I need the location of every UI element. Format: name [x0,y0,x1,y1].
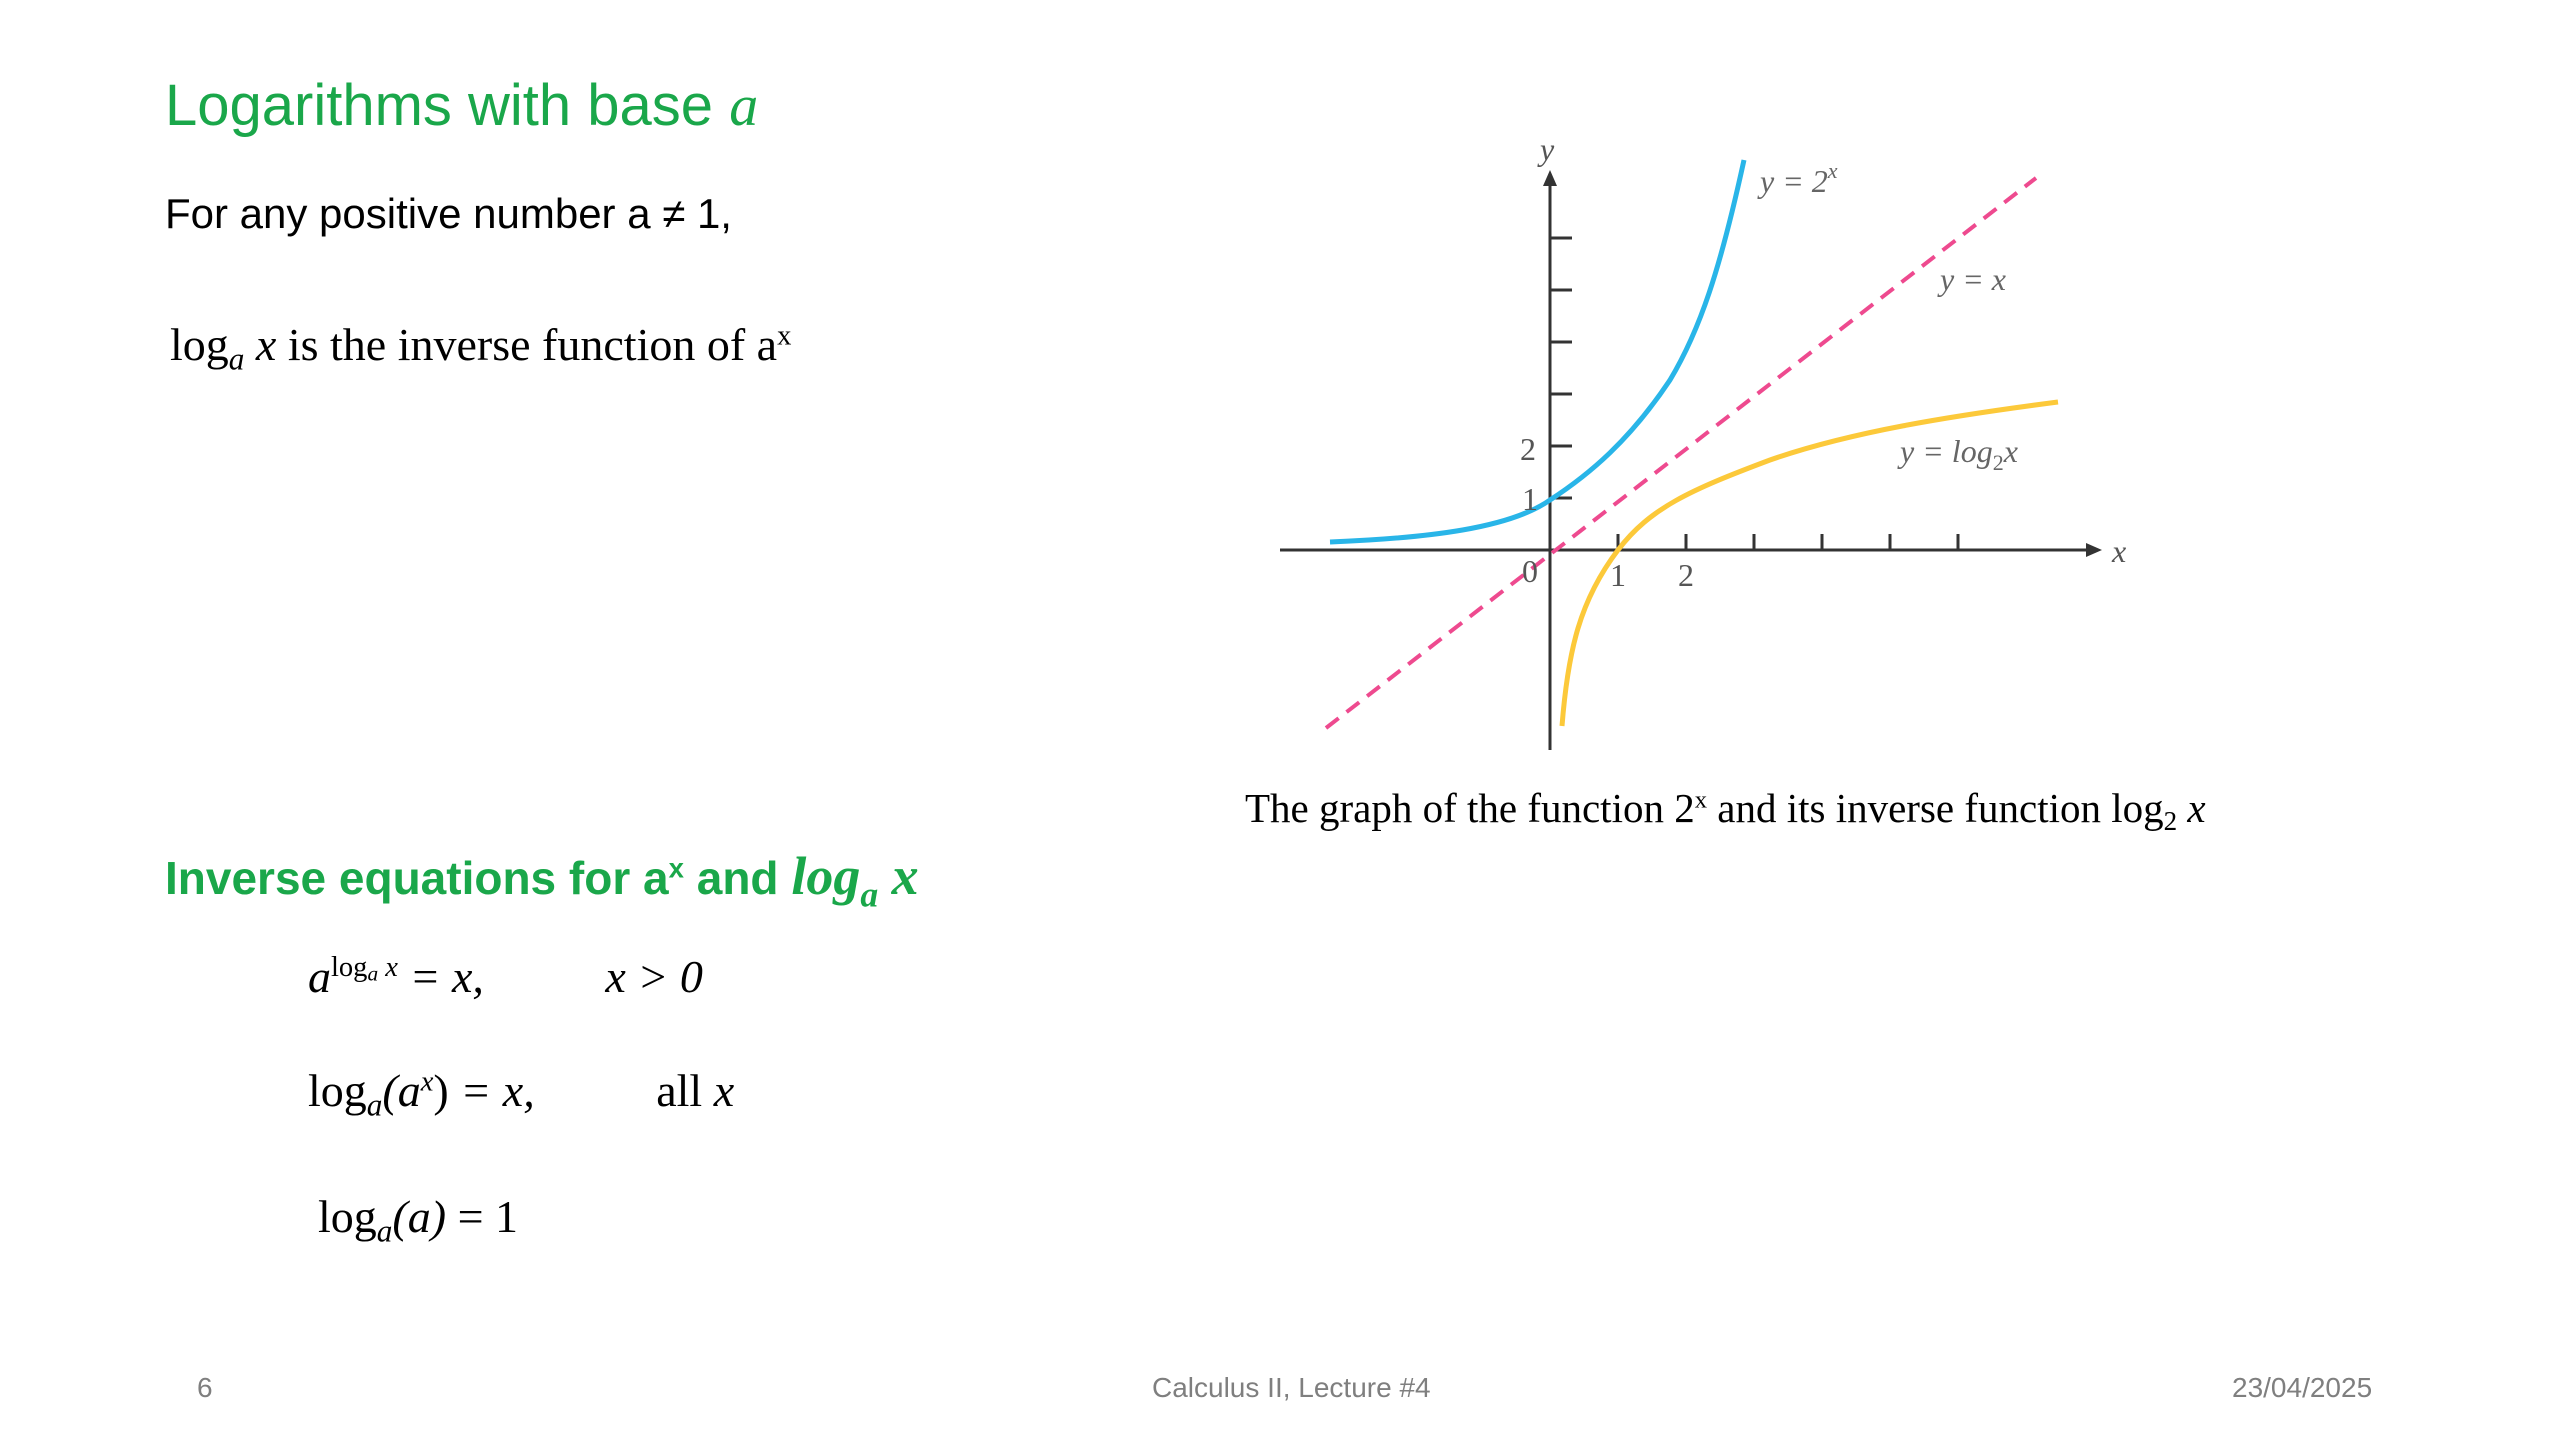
y-ticks [1550,238,1572,498]
eq2-log: log [308,1065,367,1116]
eq2-arg-close: ) [433,1065,449,1116]
definition-log: log [170,319,229,370]
eq2-condition-var: x [713,1065,735,1116]
heading-and: and [696,852,779,904]
heading-text: Inverse equations for a [165,852,669,904]
slide-title-text: Logarithms with base [165,73,714,138]
heading-log: log [791,846,861,906]
caption-middle: and its inverse function log [1717,785,2164,831]
footer-course: Calculus II, Lecture #4 [1152,1372,1431,1403]
x-tick-label-1: 1 [1610,557,1626,593]
caption-text: The graph of the function 2 [1245,785,1695,831]
definition-line [170,318,791,377]
x-axis-label: x [2112,533,2127,569]
heading-sup: x [668,852,684,884]
origin-label: 0 [1522,553,1538,589]
definition-log-arg: x [255,319,277,370]
eq3-rhs: = 1 [457,1191,519,1242]
definition-text: is the inverse function of a [287,319,778,370]
y-axis-arrow [1543,170,1557,186]
log-curve-label: $y = \log_2x$ [1900,433,2018,475]
eq1-exponent: loga x [331,952,398,986]
y-tick-label-2: 2 [1520,431,1536,467]
y-tick-label-1: 1 [1522,481,1538,517]
function-graph [1250,130,2150,770]
eq2-arg-open: (a [382,1065,421,1116]
y-axis-label: y [1540,131,1555,167]
eq3-log: log [318,1191,377,1242]
slide-title [165,72,758,139]
identity-line-label: y = x [1940,261,2006,297]
caption-sub: 2 [2163,806,2178,837]
x-ticks [1618,534,1958,550]
eq1-base: a [308,951,331,1002]
eq3-base: a [376,1213,393,1249]
x-axis-arrow [2086,543,2102,557]
eq2-condition: all [656,1065,703,1116]
eq1-rhs: = x, [409,951,484,1002]
heading-log-arg: x [891,846,919,906]
inverse-equations-heading [165,845,919,915]
eq3-arg: (a) [392,1191,447,1242]
footer-date: 23/04/2025 [2232,1372,2373,1403]
eq1-condition: x > 0 [605,951,703,1002]
x-tick-label-2: 2 [1678,557,1694,593]
eq2-rhs: = x, [460,1065,535,1116]
equation-2 [308,1064,734,1123]
definition-log-base: a [228,341,245,377]
heading-log-expression [791,846,919,915]
caption-arg: x [2187,785,2206,831]
footer-page-number: 6 [197,1372,213,1403]
caption-sup: x [1694,786,1708,814]
intro-text: For any positive number a ≠ 1, [165,190,732,237]
exp-curve-label: $y = 2^x$ [1760,158,1838,199]
heading-log-base: a [860,874,879,915]
eq2-base: a [366,1087,383,1123]
eq2-arg-sup: x [420,1066,434,1098]
definition-sup: x [777,320,792,352]
equation-3 [318,1190,518,1249]
graph-caption [1245,784,2206,837]
slide-title-variable: a [729,73,759,138]
equation-1 [308,950,703,1003]
